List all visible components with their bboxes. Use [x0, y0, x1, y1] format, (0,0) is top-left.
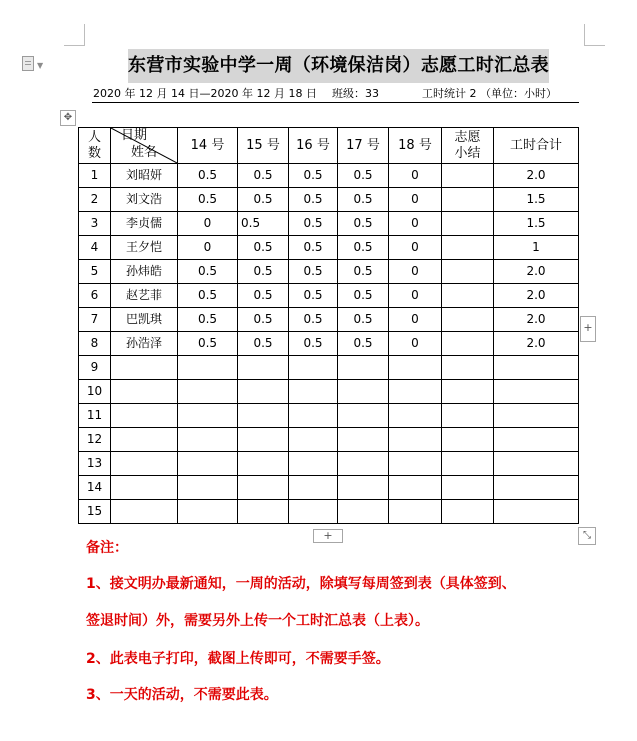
volunteer-summary [442, 500, 494, 524]
hours-17: 0.5 [338, 284, 389, 308]
table-row [79, 356, 579, 380]
hours-15: 0.5 [238, 284, 289, 308]
hours-14 [178, 356, 238, 380]
hours-total [494, 356, 579, 380]
table-row [79, 164, 579, 188]
table-row [79, 260, 579, 284]
student-name: 孙浩泽 [111, 332, 178, 356]
hours-15 [238, 356, 289, 380]
hours-16: 0.5 [289, 164, 338, 188]
hours-16 [289, 380, 338, 404]
date-range: 2020 年 12 月 14 日—2020 年 12 月 18 日 [93, 87, 317, 100]
hours-17: 0.5 [338, 236, 389, 260]
student-name: 刘文浩 [111, 188, 178, 212]
student-name [111, 428, 178, 452]
volunteer-summary [442, 356, 494, 380]
hours-18: 0 [389, 332, 442, 356]
student-name: 李贞儒 [111, 212, 178, 236]
hours-15: 0.5 [238, 188, 289, 212]
table-body [79, 164, 579, 524]
volunteer-summary [442, 260, 494, 284]
hours-18: 0 [389, 308, 442, 332]
student-name: 赵艺菲 [111, 284, 178, 308]
hours-14: 0.5 [178, 260, 238, 284]
volunteer-summary [442, 476, 494, 500]
document-icon[interactable]: ▼ [22, 56, 46, 72]
volunteer-summary [442, 332, 494, 356]
move-icon[interactable]: ✥ [60, 110, 76, 126]
hours-total [494, 380, 579, 404]
hours-15 [238, 452, 289, 476]
student-name [111, 452, 178, 476]
hours-15: 0.5 [238, 332, 289, 356]
table-row [79, 308, 579, 332]
table-row [79, 380, 579, 404]
resize-icon[interactable]: ⤡ [578, 527, 596, 545]
crop-mark [64, 45, 85, 46]
row-number: 13 [79, 452, 111, 476]
hours-total [494, 500, 579, 524]
hours-17 [338, 356, 389, 380]
student-name [111, 476, 178, 500]
row-number: 1 [79, 164, 111, 188]
hours-total: 2.0 [494, 308, 579, 332]
volunteer-summary [442, 212, 494, 236]
hours-18 [389, 356, 442, 380]
add-column-button[interactable]: + [580, 316, 596, 342]
hours-total: 2.0 [494, 164, 579, 188]
student-name: 巴凯琪 [111, 308, 178, 332]
hours-16 [289, 452, 338, 476]
volunteer-summary [442, 308, 494, 332]
hours-14: 0 [178, 212, 238, 236]
row-number: 8 [79, 332, 111, 356]
notes-title: 备注： [86, 540, 128, 556]
row-number: 2 [79, 188, 111, 212]
hours-15 [238, 500, 289, 524]
volunteer-summary [442, 164, 494, 188]
corner-name-label: 姓名 [131, 145, 158, 160]
hours-16 [289, 404, 338, 428]
hours-total: 1.5 [494, 212, 579, 236]
row-number: 4 [79, 236, 111, 260]
hours-16 [289, 428, 338, 452]
row-number: 6 [79, 284, 111, 308]
hours-18: 0 [389, 188, 442, 212]
hours-table [78, 127, 579, 524]
stats-label: 工时统计 2 （单位：小时） [422, 87, 557, 100]
volunteer-summary [442, 428, 494, 452]
table-row [79, 476, 579, 500]
header-date-name-corner [111, 128, 178, 164]
hours-16: 0.5 [289, 332, 338, 356]
hours-18: 0 [389, 236, 442, 260]
row-number: 9 [79, 356, 111, 380]
hours-14 [178, 380, 238, 404]
hours-17: 0.5 [338, 260, 389, 284]
hours-14 [178, 428, 238, 452]
hours-16 [289, 356, 338, 380]
hours-17: 0.5 [338, 164, 389, 188]
row-number: 7 [79, 308, 111, 332]
hours-17: 0.5 [338, 212, 389, 236]
class-label: 班级：33 [332, 87, 379, 100]
hours-15: 0.5 [238, 212, 289, 236]
student-name: 孙炜皓 [111, 260, 178, 284]
hours-total [494, 404, 579, 428]
table-row [79, 428, 579, 452]
hours-15 [238, 404, 289, 428]
hours-15: 0.5 [238, 236, 289, 260]
hours-15 [238, 476, 289, 500]
hours-total [494, 452, 579, 476]
table-header-row [79, 128, 579, 164]
volunteer-summary [442, 236, 494, 260]
volunteer-summary [442, 284, 494, 308]
hours-17: 0.5 [338, 188, 389, 212]
hours-14: 0.5 [178, 284, 238, 308]
row-number: 10 [79, 380, 111, 404]
row-number: 14 [79, 476, 111, 500]
table-row [79, 212, 579, 236]
add-row-button[interactable]: + [313, 529, 343, 543]
hours-18: 0 [389, 212, 442, 236]
hours-total: 1.5 [494, 188, 579, 212]
volunteer-summary [442, 404, 494, 428]
hours-15: 0.5 [238, 308, 289, 332]
hours-14 [178, 500, 238, 524]
hours-18 [389, 404, 442, 428]
hours-total: 1 [494, 236, 579, 260]
hours-18: 0 [389, 284, 442, 308]
hours-total: 2.0 [494, 260, 579, 284]
table-row [79, 500, 579, 524]
document-title: 东营市实验中学一周（环境保洁岗）志愿工时汇总表 [128, 49, 549, 83]
hours-total: 2.0 [494, 332, 579, 356]
student-name [111, 500, 178, 524]
table-row [79, 452, 579, 476]
header-day-14: 14 号 [178, 128, 238, 164]
row-number: 5 [79, 260, 111, 284]
hours-14: 0 [178, 236, 238, 260]
hours-14: 0.5 [178, 164, 238, 188]
hours-18 [389, 428, 442, 452]
hours-15 [238, 380, 289, 404]
hours-16: 0.5 [289, 188, 338, 212]
crop-mark [584, 24, 585, 46]
note-item-3: 3、一天的活动，不需要此表。 [86, 687, 278, 703]
header-summary: 志愿 小结 [442, 128, 494, 164]
hours-16 [289, 500, 338, 524]
header-day-16: 16 号 [289, 128, 338, 164]
hours-14 [178, 404, 238, 428]
hours-14 [178, 476, 238, 500]
header-day-15: 15 号 [238, 128, 289, 164]
hours-17 [338, 404, 389, 428]
row-number: 3 [79, 212, 111, 236]
student-name: 王夕恺 [111, 236, 178, 260]
volunteer-summary [442, 188, 494, 212]
hours-17 [338, 476, 389, 500]
student-name [111, 380, 178, 404]
info-line [92, 86, 579, 103]
hours-16: 0.5 [289, 308, 338, 332]
hours-18: 0 [389, 164, 442, 188]
table-row [79, 284, 579, 308]
row-number: 15 [79, 500, 111, 524]
hours-15: 0.5 [238, 164, 289, 188]
row-number: 11 [79, 404, 111, 428]
hours-17 [338, 452, 389, 476]
hours-total [494, 476, 579, 500]
student-name [111, 404, 178, 428]
hours-17: 0.5 [338, 308, 389, 332]
hours-16: 0.5 [289, 212, 338, 236]
table-row [79, 404, 579, 428]
note-item-1-line-1: 1、接文明办最新通知，一周的活动，除填写每周签到表（具体签到、 [86, 576, 516, 592]
hours-16: 0.5 [289, 260, 338, 284]
hours-17: 0.5 [338, 332, 389, 356]
volunteer-summary [442, 452, 494, 476]
table-row [79, 332, 579, 356]
row-number: 12 [79, 428, 111, 452]
hours-16: 0.5 [289, 236, 338, 260]
table-row [79, 236, 579, 260]
hours-15 [238, 428, 289, 452]
hours-16 [289, 476, 338, 500]
header-count: 人 数 [79, 128, 111, 164]
hours-18 [389, 500, 442, 524]
hours-total [494, 428, 579, 452]
hours-18 [389, 476, 442, 500]
hours-16: 0.5 [289, 284, 338, 308]
hours-14: 0.5 [178, 308, 238, 332]
hours-17 [338, 380, 389, 404]
hours-18 [389, 452, 442, 476]
crop-mark [84, 24, 85, 46]
student-name [111, 356, 178, 380]
hours-total: 2.0 [494, 284, 579, 308]
hours-17 [338, 500, 389, 524]
hours-14: 0.5 [178, 188, 238, 212]
hours-15: 0.5 [238, 260, 289, 284]
hours-18 [389, 380, 442, 404]
header-total: 工时合计 [494, 128, 579, 164]
header-day-18: 18 号 [389, 128, 442, 164]
student-name: 刘昭妍 [111, 164, 178, 188]
note-item-2: 2、此表电子打印，截图上传即可，不需要手签。 [86, 651, 390, 667]
hours-14 [178, 452, 238, 476]
hours-17 [338, 428, 389, 452]
note-item-1-line-2: 签退时间）外，需要另外上传一个工时汇总表（上表）。 [86, 613, 429, 629]
table-row [79, 188, 579, 212]
corner-date-label: 日期 [121, 128, 148, 143]
hours-18: 0 [389, 260, 442, 284]
header-day-17: 17 号 [338, 128, 389, 164]
crop-mark [584, 45, 605, 46]
hours-14: 0.5 [178, 332, 238, 356]
volunteer-summary [442, 380, 494, 404]
